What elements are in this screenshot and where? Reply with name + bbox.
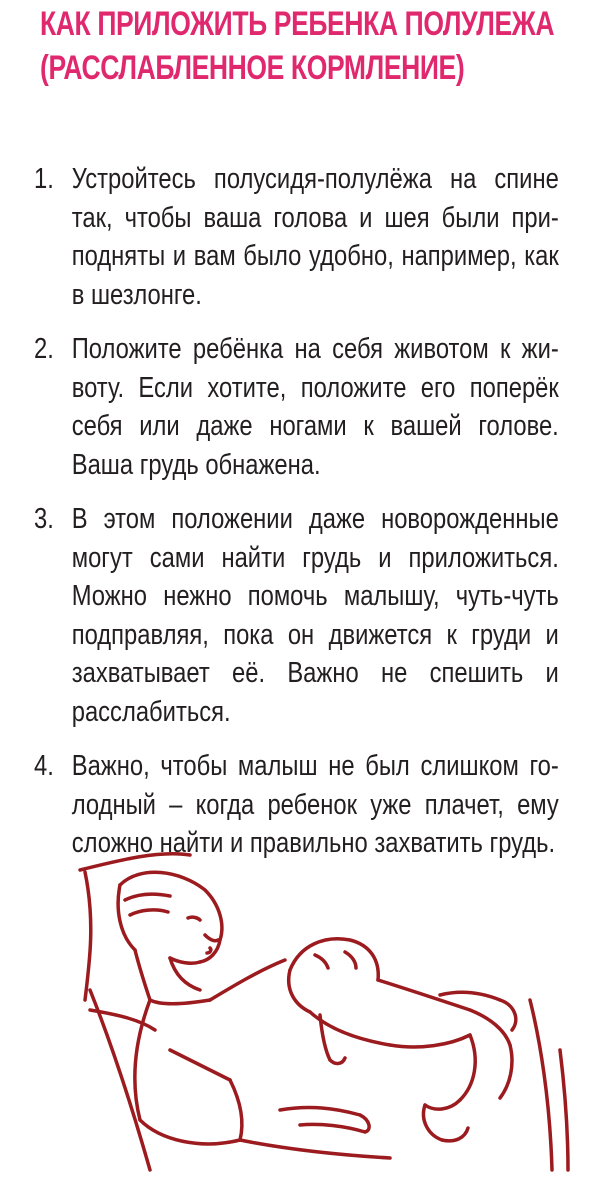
step-text: В этом положении даже новорожденные могут сами найти грудь и приложиться. Можно нежно помочь малышу, чуть-чуть подправляя, пока он движется к груди и захватывает её. Важно не спешить и расслабиться. — [71, 503, 559, 728]
step-number: 2. — [34, 333, 54, 365]
steps-list — [34, 160, 559, 879]
step-item — [34, 500, 559, 731]
step-number: 1. — [34, 163, 54, 195]
step-text: Важно, чтобы малыш не был слишком голодный – когда ребенок уже плачет, ему сложно найти и правильно захватить грудь. — [71, 750, 559, 859]
step-number: 4. — [34, 750, 54, 782]
step-item — [34, 160, 559, 314]
laid-back-breastfeeding-illustration — [60, 840, 580, 1180]
step-text: Положите ребёнка на себя животом к животу. Если хотите, положите его поперёк себя или даже ногами к вашей голове. Ваша грудь обнажена. — [71, 333, 559, 481]
page-title: КАК ПРИЛОЖИТЬ РЕБЕНКА ПОЛУЛЕЖА (РАССЛАБЛЕННОЕ КОРМЛЕНИЕ) — [40, 5, 555, 87]
step-item — [34, 330, 559, 484]
step-number: 3. — [34, 503, 54, 535]
step-text: Устройтесь полусидя-полулёжа на спине так, чтобы ваша голова и шея были приподняты и вам было удобно, например, как в шезлонге. — [71, 163, 559, 311]
